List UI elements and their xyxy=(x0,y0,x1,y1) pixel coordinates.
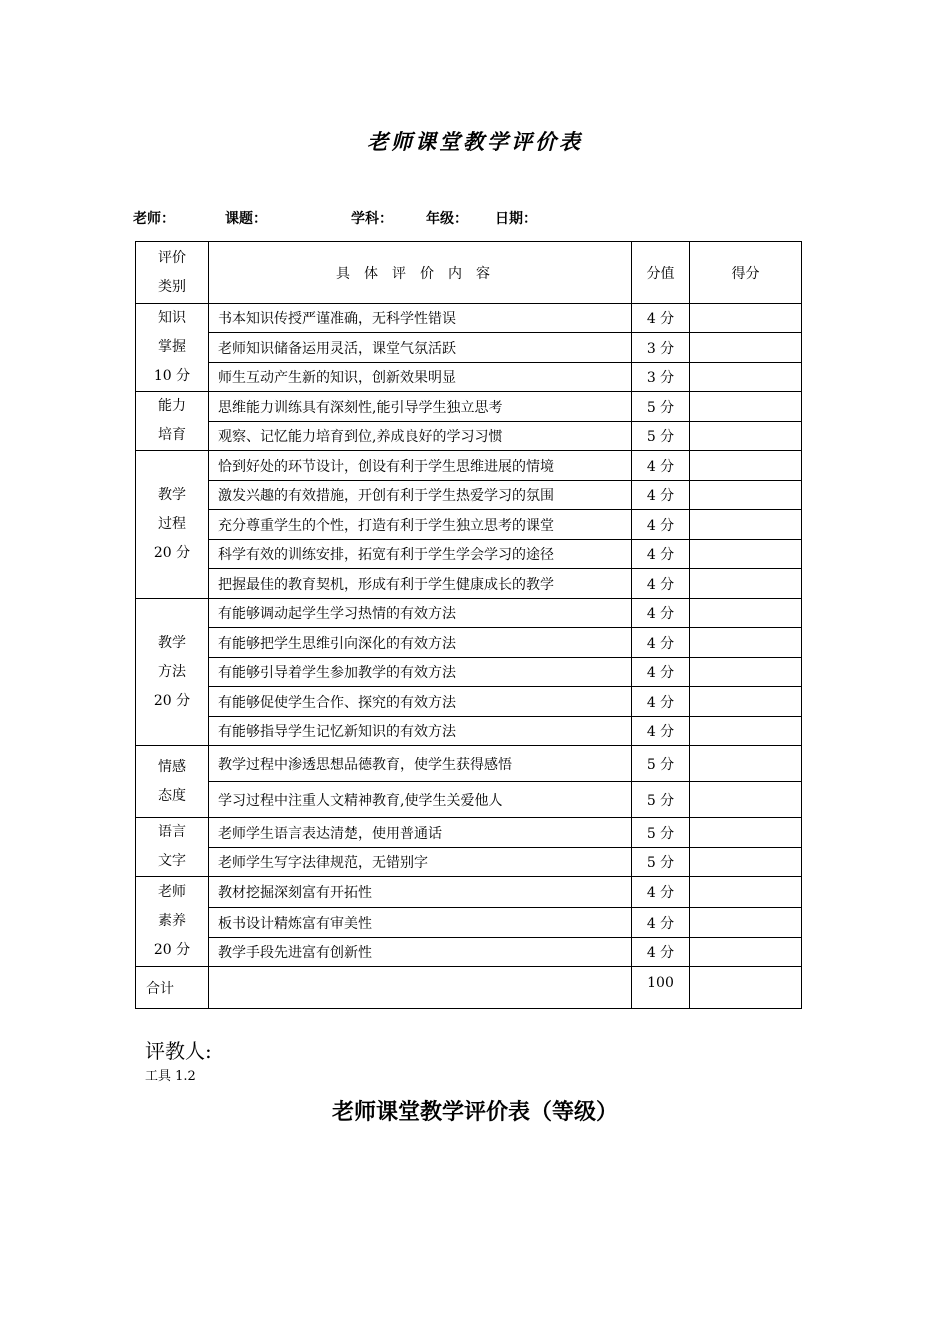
category-label-line: 10 分 xyxy=(153,368,191,384)
category-label-line: 方法 xyxy=(158,663,186,680)
header-content: 具体评价内容 xyxy=(209,242,632,304)
criterion-text: 老师知识储备运用灵活，课堂气氛活跃 xyxy=(209,333,632,363)
table-row xyxy=(136,628,802,658)
table-row xyxy=(136,333,802,363)
score-input-cell[interactable] xyxy=(690,304,802,333)
score-input-cell[interactable] xyxy=(690,510,802,540)
points-cell: 4 分 xyxy=(632,658,690,687)
table-row xyxy=(136,717,802,746)
header-category xyxy=(136,242,209,304)
total-label: 合计 xyxy=(136,967,209,1009)
criterion-text: 板书设计精炼富有审美性 xyxy=(209,908,632,938)
score-input-cell[interactable] xyxy=(690,569,802,599)
total-score-cell[interactable] xyxy=(690,967,802,1009)
category-label-line: 20 分 xyxy=(153,942,191,958)
category-label-line: 文字 xyxy=(158,853,186,869)
criterion-text: 教材挖掘深刻富有开拓性 xyxy=(209,877,632,908)
score-input-cell[interactable] xyxy=(690,628,802,658)
header-points: 分值 xyxy=(632,242,690,304)
table-row xyxy=(136,848,802,877)
criterion-text: 有能够指导学生记忆新知识的有效方法 xyxy=(209,717,632,746)
table-row xyxy=(136,782,802,818)
points-cell: 4 分 xyxy=(632,877,690,908)
points-cell: 4 分 xyxy=(632,717,690,746)
category-label-line: 掌握 xyxy=(158,339,186,355)
score-input-cell[interactable] xyxy=(690,818,802,848)
criterion-text: 恰到好处的环节设计，创设有利于学生思维进展的情境 xyxy=(209,451,632,481)
points-cell: 4 分 xyxy=(632,908,690,938)
teacher-label: 老师： xyxy=(133,211,175,227)
criterion-text: 有能够调动起学生学习热情的有效方法 xyxy=(209,599,632,628)
points-cell: 4 分 xyxy=(632,628,690,658)
score-input-cell[interactable] xyxy=(690,687,802,717)
total-row xyxy=(136,967,802,1009)
points-cell: 3 分 xyxy=(632,363,690,392)
score-input-cell[interactable] xyxy=(690,717,802,746)
table-row xyxy=(136,481,802,510)
table-header-row xyxy=(136,242,802,304)
table-row xyxy=(136,569,802,599)
topic-label: 课题： xyxy=(225,211,267,227)
evaluator-label: 评教人: xyxy=(145,1039,212,1063)
points-cell: 5 分 xyxy=(632,392,690,422)
grade-label: 年级： xyxy=(426,211,468,227)
score-input-cell[interactable] xyxy=(690,938,802,967)
category-label-line: 情感 xyxy=(158,758,186,775)
category-label-line: 语言 xyxy=(158,824,186,840)
criterion-text: 思维能力训练具有深刻性,能引导学生独立思考 xyxy=(209,392,632,422)
points-cell: 4 分 xyxy=(632,599,690,628)
criterion-text: 教学手段先进富有创新性 xyxy=(209,938,632,967)
header-score: 得分 xyxy=(690,242,802,304)
table-row xyxy=(136,451,802,481)
tool-label: 工具 1.2 xyxy=(145,1069,196,1084)
table-row xyxy=(136,304,802,333)
criterion-text: 有能够把学生思维引向深化的有效方法 xyxy=(209,628,632,658)
category-label-line: 老师 xyxy=(158,884,186,900)
score-input-cell[interactable] xyxy=(690,658,802,687)
category-cell xyxy=(136,392,209,451)
total-content-cell xyxy=(209,967,632,1009)
category-cell xyxy=(136,877,209,967)
points-cell: 4 分 xyxy=(632,540,690,569)
category-label-line: 素养 xyxy=(158,913,186,929)
points-cell: 5 分 xyxy=(632,818,690,848)
points-cell: 5 分 xyxy=(632,848,690,877)
criterion-text: 学习过程中注重人文精神教育,使学生关爱他人 xyxy=(209,782,632,818)
points-cell: 3 分 xyxy=(632,333,690,363)
table-row xyxy=(136,938,802,967)
points-cell: 5 分 xyxy=(632,782,690,818)
category-label-line: 知识 xyxy=(158,310,186,326)
criterion-text: 书本知识传授严谨准确，无科学性错误 xyxy=(209,304,632,333)
points-cell: 4 分 xyxy=(632,481,690,510)
points-cell: 4 分 xyxy=(632,451,690,481)
criterion-text: 老师学生写字法律规范，无错别字 xyxy=(209,848,632,877)
score-input-cell[interactable] xyxy=(690,540,802,569)
points-cell: 5 分 xyxy=(632,746,690,782)
table-row xyxy=(136,540,802,569)
category-label-line: 过程 xyxy=(158,516,186,532)
category-label-line: 培育 xyxy=(158,427,186,443)
criterion-text: 有能够引导着学生参加教学的有效方法 xyxy=(209,658,632,687)
score-input-cell[interactable] xyxy=(690,599,802,628)
criterion-text: 教学过程中渗透思想品德教育，使学生获得感悟 xyxy=(209,746,632,782)
score-input-cell[interactable] xyxy=(690,422,802,451)
table-row xyxy=(136,908,802,938)
table-row xyxy=(136,658,802,687)
category-cell xyxy=(136,451,209,599)
category-cell xyxy=(136,304,209,392)
score-input-cell[interactable] xyxy=(690,848,802,877)
criterion-text: 把握最佳的教育契机，形成有利于学生健康成长的教学 xyxy=(209,569,632,599)
category-label-line: 20 分 xyxy=(153,545,191,561)
table-row xyxy=(136,877,802,908)
criterion-text: 师生互动产生新的知识，创新效果明显 xyxy=(209,363,632,392)
date-label: 日期： xyxy=(495,211,537,227)
table-row xyxy=(136,363,802,392)
subject-label: 学科： xyxy=(351,211,393,227)
table-row xyxy=(136,818,802,848)
criterion-text: 老师学生语言表达清楚，使用普通话 xyxy=(209,818,632,848)
score-input-cell[interactable] xyxy=(690,877,802,908)
category-cell xyxy=(136,818,209,877)
criterion-text: 激发兴趣的有效措施，开创有利于学生热爱学习的氛围 xyxy=(209,481,632,510)
header-category-line2: 类别 xyxy=(158,278,186,295)
page-title: 老师课堂教学评价表 xyxy=(367,129,583,154)
category-cell xyxy=(136,746,209,818)
criterion-text: 观察、记忆能力培育到位,养成良好的学习习惯 xyxy=(209,422,632,451)
table-row xyxy=(136,510,802,540)
category-label-line: 教学 xyxy=(158,634,186,651)
score-input-cell[interactable] xyxy=(690,908,802,938)
table-row xyxy=(136,746,802,782)
criterion-text: 科学有效的训练安排，拓宽有利于学生学会学习的途径 xyxy=(209,540,632,569)
second-title: 老师课堂教学评价表（等级） xyxy=(331,1099,618,1125)
table-row xyxy=(136,599,802,628)
table-row xyxy=(136,687,802,717)
points-cell: 4 分 xyxy=(632,304,690,333)
header-category-line1: 评价 xyxy=(158,249,186,266)
criterion-text: 有能够促使学生合作、探究的有效方法 xyxy=(209,687,632,717)
points-cell: 4 分 xyxy=(632,569,690,599)
category-cell xyxy=(136,599,209,746)
points-cell: 4 分 xyxy=(632,687,690,717)
points-cell: 4 分 xyxy=(632,938,690,967)
score-input-cell[interactable] xyxy=(690,746,802,782)
score-input-cell[interactable] xyxy=(690,481,802,510)
total-points: 100 xyxy=(632,967,690,1009)
points-cell: 4 分 xyxy=(632,510,690,540)
score-input-cell[interactable] xyxy=(690,333,802,363)
category-label-line: 教学 xyxy=(158,487,186,503)
category-label-line: 态度 xyxy=(158,787,186,804)
score-input-cell[interactable] xyxy=(690,363,802,392)
evaluation-table xyxy=(135,241,802,1009)
criterion-text: 充分尊重学生的个性，打造有利于学生独立思考的课堂 xyxy=(209,510,632,540)
points-cell: 5 分 xyxy=(632,422,690,451)
category-label-line: 20 分 xyxy=(153,692,191,709)
category-label-line: 能力 xyxy=(158,398,186,414)
table-row xyxy=(136,422,802,451)
score-input-cell[interactable] xyxy=(690,392,802,422)
score-input-cell[interactable] xyxy=(690,451,802,481)
table-row xyxy=(136,392,802,422)
score-input-cell[interactable] xyxy=(690,782,802,818)
